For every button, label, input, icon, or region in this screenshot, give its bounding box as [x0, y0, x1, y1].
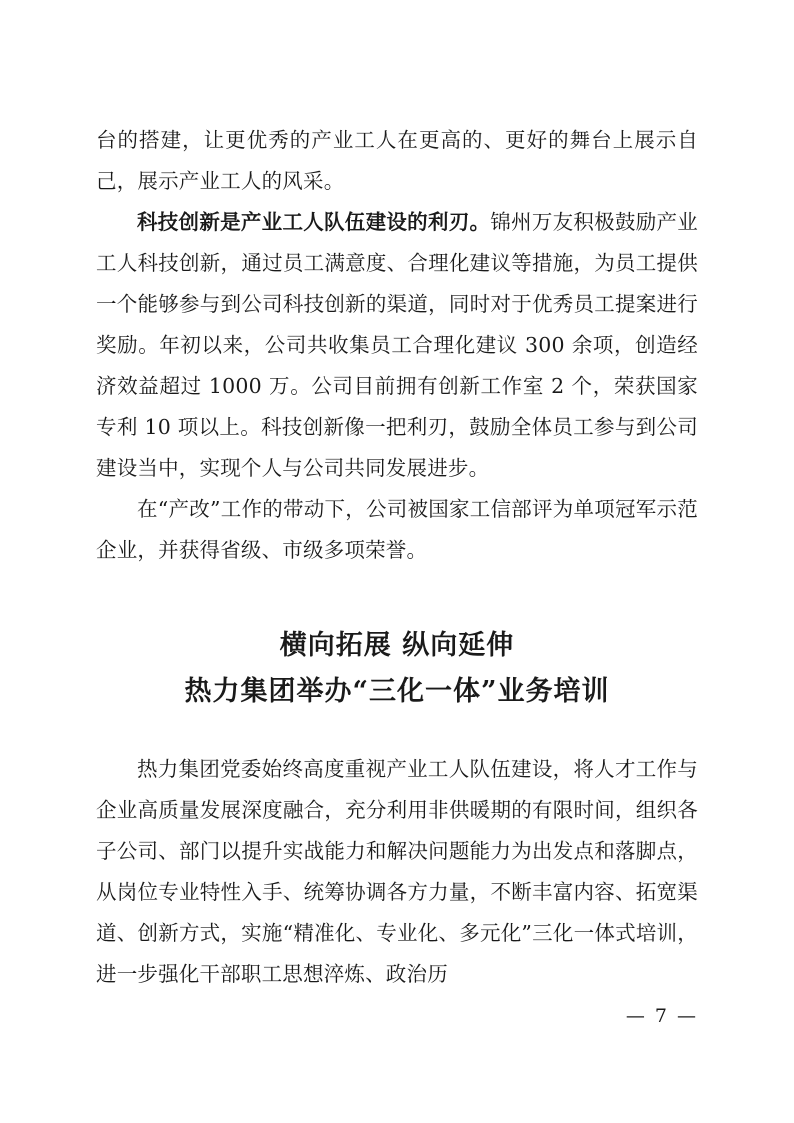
paragraph-honor [96, 489, 698, 571]
page-number: — 7 — [625, 1005, 698, 1027]
paragraph-innovation [96, 202, 698, 489]
headline-line-1: 横向拓展 纵向延伸 [279, 630, 515, 661]
paragraph-text: 锦州万友积极鼓励产业工人科技创新，通过员工满意度、合理化建议等措施，为员工提供一个能够参与到公司科技创新的渠道，同时对于优秀员工提案进行奖励。年初以来，公司共收集员工合理化建议 300 余项，创造经济效益超过 1000 万。公司目前拥有创新工作室 2 个，荣获国家专利 10 项以上。科技创新像一把利刃，鼓励全体员工参与到公司建设当中，实现个人与公司共同发展进步。 [96, 210, 699, 480]
article-headline [96, 623, 698, 715]
paragraph-text: 台的搭建，让更优秀的产业工人在更高的、更好的舞台上展示自己，展示产业工人的风采。 [96, 128, 698, 193]
paragraph-continued [96, 120, 698, 202]
paragraph-lead-sentence: 科技创新是产业工人队伍建设的利刃。 [137, 210, 491, 234]
paragraph-text: 在“产改”工作的带动下，公司被国家工信部评为单项冠军示范企业，并获得省级、市级多项荣誉。 [96, 497, 698, 562]
headline-line-2: 热力集团举办“三化一体”业务培训 [184, 676, 610, 707]
paragraph-training [96, 749, 698, 995]
article-body [96, 749, 698, 995]
paragraph-text: 热力集团党委始终高度重视产业工人队伍建设，将人才工作与企业高质量发展深度融合，充分利用非供暖期的有限时间，组织各子公司、部门以提升实战能力和解决问题能力为出发点和落脚点，从岗位专业特性入手、统筹协调各方力量，不断丰富内容、拓宽渠道、创新方式，实施“精准化、专业化、多元化”三化一体式培训，进一步强化干部职工思想淬炼、政治历 [96, 757, 698, 986]
